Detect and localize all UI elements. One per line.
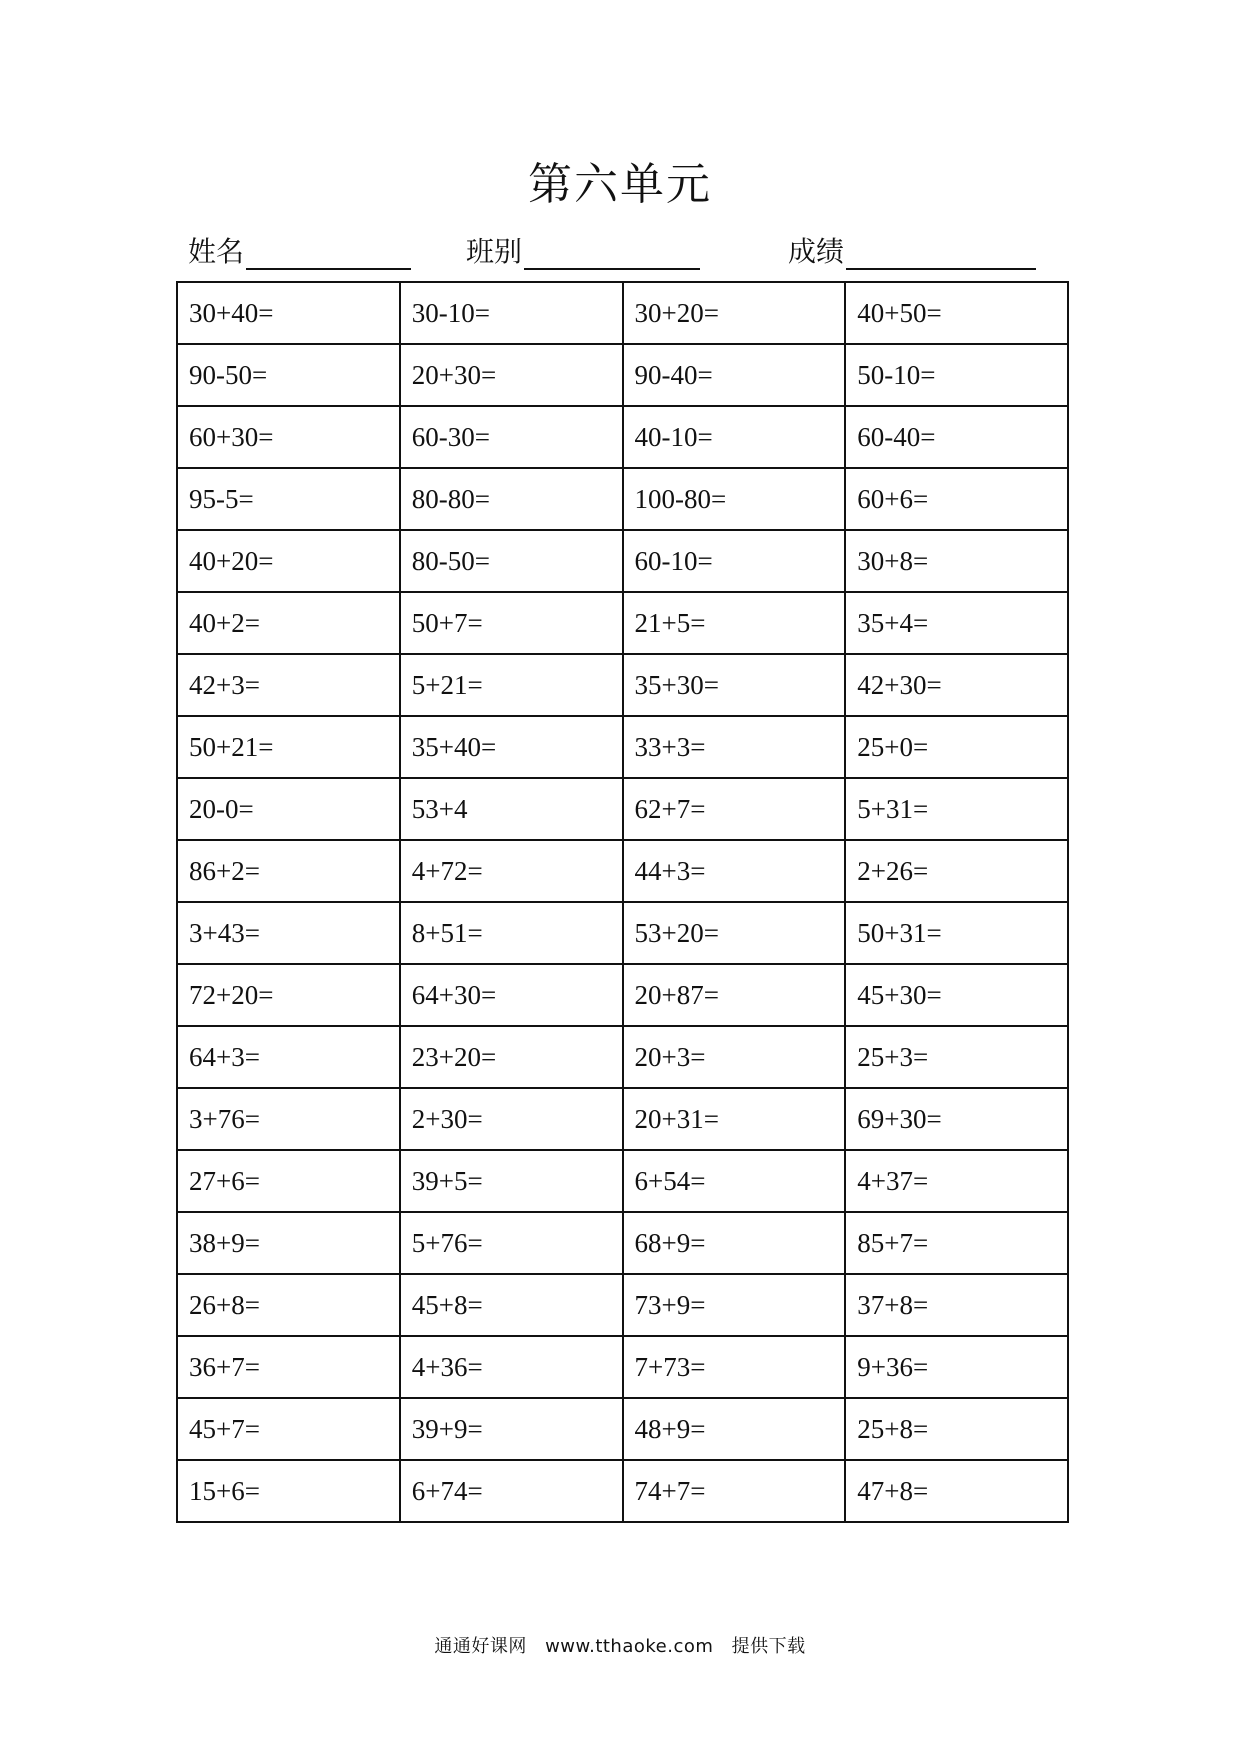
- problem-cell[interactable]: 39+9=: [400, 1398, 623, 1460]
- table-row: [177, 344, 1068, 406]
- problem-cell[interactable]: 5+76=: [400, 1212, 623, 1274]
- table-row: [177, 1460, 1068, 1522]
- problem-cell[interactable]: 20+30=: [400, 344, 623, 406]
- problem-cell[interactable]: 60-30=: [400, 406, 623, 468]
- problem-cell[interactable]: 50+7=: [400, 592, 623, 654]
- problem-cell[interactable]: 33+3=: [623, 716, 846, 778]
- problem-cell[interactable]: 5+31=: [845, 778, 1068, 840]
- problem-cell[interactable]: 53+20=: [623, 902, 846, 964]
- problem-cell[interactable]: 20+31=: [623, 1088, 846, 1150]
- problem-cell[interactable]: 37+8=: [845, 1274, 1068, 1336]
- problem-cell[interactable]: 4+37=: [845, 1150, 1068, 1212]
- problem-cell[interactable]: 25+8=: [845, 1398, 1068, 1460]
- name-field: [188, 230, 411, 270]
- problem-cell[interactable]: 36+7=: [177, 1336, 400, 1398]
- problem-cell[interactable]: 30-10=: [400, 282, 623, 344]
- table-row: [177, 902, 1068, 964]
- problem-cell[interactable]: 27+6=: [177, 1150, 400, 1212]
- table-row: [177, 1212, 1068, 1274]
- table-row: [177, 964, 1068, 1026]
- problem-cell[interactable]: 3+43=: [177, 902, 400, 964]
- problem-cell[interactable]: 47+8=: [845, 1460, 1068, 1522]
- problem-cell[interactable]: 30+8=: [845, 530, 1068, 592]
- problem-cell[interactable]: 60-40=: [845, 406, 1068, 468]
- problem-cell[interactable]: 69+30=: [845, 1088, 1068, 1150]
- problem-cell[interactable]: 2+26=: [845, 840, 1068, 902]
- problem-cell[interactable]: 25+3=: [845, 1026, 1068, 1088]
- problem-table: [176, 281, 1069, 1523]
- problem-cell[interactable]: 53+4: [400, 778, 623, 840]
- problem-cell[interactable]: 62+7=: [623, 778, 846, 840]
- problem-cell[interactable]: 42+3=: [177, 654, 400, 716]
- problem-cell[interactable]: 39+5=: [400, 1150, 623, 1212]
- problem-cell[interactable]: 74+7=: [623, 1460, 846, 1522]
- problem-cell[interactable]: 35+30=: [623, 654, 846, 716]
- table-row: [177, 1398, 1068, 1460]
- problem-cell[interactable]: 60+6=: [845, 468, 1068, 530]
- problem-cell[interactable]: 45+8=: [400, 1274, 623, 1336]
- class-label: 班别: [466, 235, 523, 268]
- problem-cell[interactable]: 9+36=: [845, 1336, 1068, 1398]
- table-row: [177, 1150, 1068, 1212]
- problem-cell[interactable]: 8+51=: [400, 902, 623, 964]
- table-row: [177, 1274, 1068, 1336]
- problem-cell[interactable]: 2+30=: [400, 1088, 623, 1150]
- footer-site-name: 通通好课网: [434, 1636, 527, 1657]
- problem-table-body: [177, 282, 1068, 1522]
- problem-cell[interactable]: 90-50=: [177, 344, 400, 406]
- problem-cell[interactable]: 48+9=: [623, 1398, 846, 1460]
- problem-cell[interactable]: 40-10=: [623, 406, 846, 468]
- problem-cell[interactable]: 21+5=: [623, 592, 846, 654]
- table-row: [177, 840, 1068, 902]
- problem-cell[interactable]: 80-80=: [400, 468, 623, 530]
- table-row: [177, 716, 1068, 778]
- problem-cell[interactable]: 60+30=: [177, 406, 400, 468]
- problem-cell[interactable]: 85+7=: [845, 1212, 1068, 1274]
- table-row: [177, 1026, 1068, 1088]
- problem-cell[interactable]: 20+87=: [623, 964, 846, 1026]
- footer: [0, 1632, 1240, 1658]
- problem-cell[interactable]: 40+2=: [177, 592, 400, 654]
- page-title: 第六单元: [528, 159, 712, 210]
- problem-cell[interactable]: 86+2=: [177, 840, 400, 902]
- score-label: 成绩: [788, 235, 845, 268]
- problem-cell[interactable]: 40+20=: [177, 530, 400, 592]
- problem-cell[interactable]: 80-50=: [400, 530, 623, 592]
- problem-cell[interactable]: 50+31=: [845, 902, 1068, 964]
- problem-cell[interactable]: 35+40=: [400, 716, 623, 778]
- problem-cell[interactable]: 5+21=: [400, 654, 623, 716]
- problem-cell[interactable]: 6+74=: [400, 1460, 623, 1522]
- problem-cell[interactable]: 4+36=: [400, 1336, 623, 1398]
- problem-cell[interactable]: 20-0=: [177, 778, 400, 840]
- table-row: [177, 778, 1068, 840]
- class-blank-line[interactable]: [524, 238, 700, 270]
- name-label: 姓名: [188, 235, 245, 268]
- problem-cell[interactable]: 60-10=: [623, 530, 846, 592]
- problem-cell[interactable]: 26+8=: [177, 1274, 400, 1336]
- problem-cell[interactable]: 42+30=: [845, 654, 1068, 716]
- table-row: [177, 406, 1068, 468]
- problem-cell[interactable]: 45+7=: [177, 1398, 400, 1460]
- problem-cell[interactable]: 30+40=: [177, 282, 400, 344]
- problem-cell[interactable]: 95-5=: [177, 468, 400, 530]
- problem-cell[interactable]: 25+0=: [845, 716, 1068, 778]
- table-row: [177, 530, 1068, 592]
- footer-url[interactable]: www.tthaoke.com: [545, 1636, 714, 1657]
- table-row: [177, 468, 1068, 530]
- problem-cell[interactable]: 7+73=: [623, 1336, 846, 1398]
- table-row: [177, 1088, 1068, 1150]
- problem-cell[interactable]: 72+20=: [177, 964, 400, 1026]
- student-info-fields: [188, 230, 1068, 270]
- problem-cell[interactable]: 100-80=: [623, 468, 846, 530]
- problem-cell[interactable]: 35+4=: [845, 592, 1068, 654]
- problem-cell[interactable]: 6+54=: [623, 1150, 846, 1212]
- problem-cell[interactable]: 15+6=: [177, 1460, 400, 1522]
- problem-cell[interactable]: 90-40=: [623, 344, 846, 406]
- problem-cell[interactable]: 20+3=: [623, 1026, 846, 1088]
- problem-cell[interactable]: 30+20=: [623, 282, 846, 344]
- problem-cell[interactable]: 64+3=: [177, 1026, 400, 1088]
- name-blank-line[interactable]: [246, 238, 411, 270]
- table-row: [177, 1336, 1068, 1398]
- problem-cell[interactable]: 3+76=: [177, 1088, 400, 1150]
- score-blank-line[interactable]: [846, 238, 1036, 270]
- table-row: [177, 592, 1068, 654]
- problem-cell[interactable]: 45+30=: [845, 964, 1068, 1026]
- table-row: [177, 282, 1068, 344]
- problem-cell[interactable]: 50-10=: [845, 344, 1068, 406]
- problem-cell[interactable]: 40+50=: [845, 282, 1068, 344]
- problem-cell[interactable]: 68+9=: [623, 1212, 846, 1274]
- class-field: [466, 230, 700, 270]
- problem-cell[interactable]: 64+30=: [400, 964, 623, 1026]
- score-field: [788, 230, 1036, 270]
- problem-cell[interactable]: 50+21=: [177, 716, 400, 778]
- problem-cell[interactable]: 73+9=: [623, 1274, 846, 1336]
- table-row: [177, 654, 1068, 716]
- problem-cell[interactable]: 38+9=: [177, 1212, 400, 1274]
- footer-suffix: 提供下载: [731, 1636, 806, 1657]
- problem-cell[interactable]: 4+72=: [400, 840, 623, 902]
- problem-cell[interactable]: 44+3=: [623, 840, 846, 902]
- problem-cell[interactable]: 23+20=: [400, 1026, 623, 1088]
